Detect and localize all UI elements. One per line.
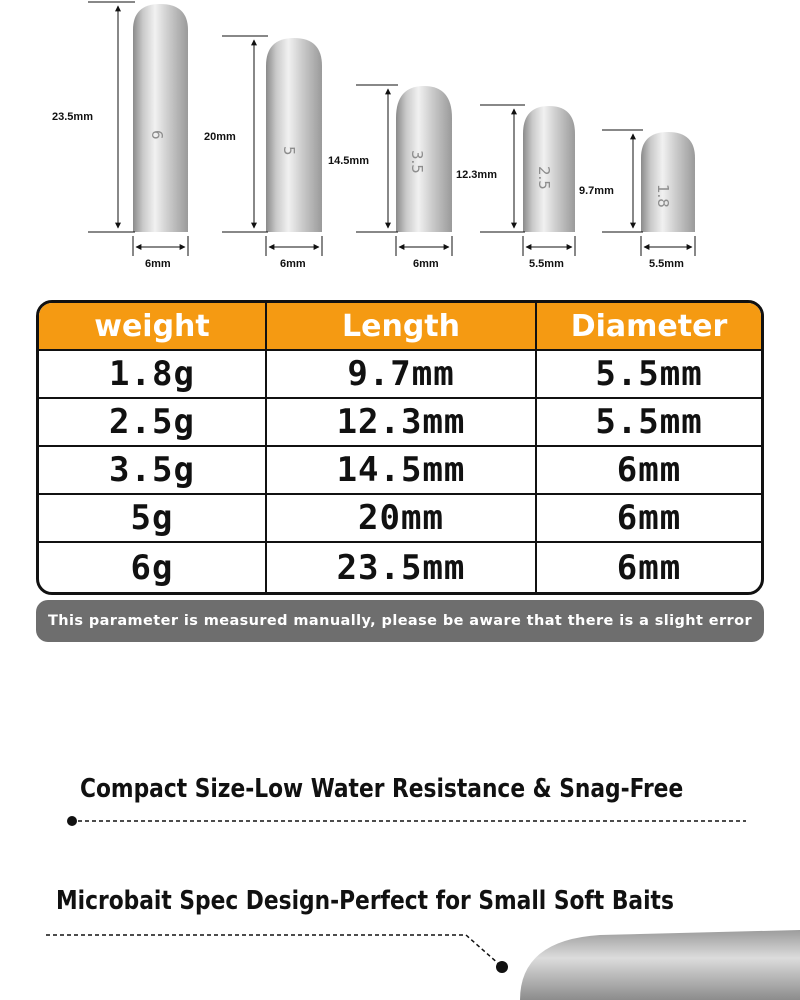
weight-cell: 6g [39,543,267,592]
sinker-body [266,38,322,232]
table-row [39,351,761,399]
sinker-stamp: 5 [280,146,298,156]
sinker-6g [52,2,188,270]
diameter-label: 6mm [145,258,171,270]
diameter-label: 5.5mm [649,258,684,270]
length-label: 12.3mm [456,169,497,181]
length-label: 14.5mm [328,155,369,167]
length-cell: 23.5mm [267,543,537,592]
table-row [39,495,761,543]
diameter-cell: 6mm [616,547,682,588]
table-row [39,399,761,447]
feature-heading-compact-size: Compact Size-Low Water Resistance & Snag-Free [80,774,684,804]
length-cell: 20mm [267,495,537,541]
length-cell: 12.3mm [267,399,537,445]
sinker-stamp: 3.5 [408,150,426,174]
sinker-size-diagram [0,0,800,290]
sinker-3-5g [328,85,452,270]
diameter-cell: 5.5mm [595,354,703,394]
diameter-label: 6mm [413,258,439,270]
leader-line [466,935,500,965]
weight-cell: 3.5g [39,447,267,493]
weight-cell: 2.5g [39,399,267,445]
diameter-cell: 6mm [616,498,682,538]
length-label: 23.5mm [52,111,93,123]
header-weight: weight [39,303,267,349]
length-cell: 14.5mm [267,447,537,493]
sinker-body [133,4,188,232]
length-label: 20mm [204,131,236,143]
sinker-stamp: 1.8 [654,184,672,208]
feature-heading-microbait-spec: Microbait Spec Design-Perfect for Small Soft Baits [56,886,674,916]
length-label: 9.7mm [579,185,614,197]
weight-cell: 5g [39,495,267,541]
table-row [39,543,761,592]
leader-dot [496,961,508,973]
diameter-label: 5.5mm [529,258,564,270]
header-length: Length [267,303,537,349]
leader-dot [67,816,77,826]
table-header-row [39,303,761,351]
weight-cell: 1.8g [39,351,267,397]
feature-leader-lines [0,800,800,1000]
diameter-cell: 5.5mm [595,402,703,442]
sinker-closeup-image [520,930,800,1000]
diameter-cell: 6mm [616,450,682,490]
sinker-body [641,132,695,232]
diameter-label: 6mm [280,258,306,270]
sinker-2-5g [456,105,575,270]
sinker-stamp: 6 [148,130,166,140]
table-row [39,447,761,495]
spec-table [36,300,764,595]
measurement-note: This parameter is measured manually, please be aware that there is a slight error [36,600,764,642]
length-cell: 9.7mm [267,351,537,397]
header-diameter: Diameter [570,308,728,344]
sinker-stamp: 2.5 [535,166,553,190]
sinker-5g [204,36,322,270]
sinker-1-8g [579,130,695,270]
